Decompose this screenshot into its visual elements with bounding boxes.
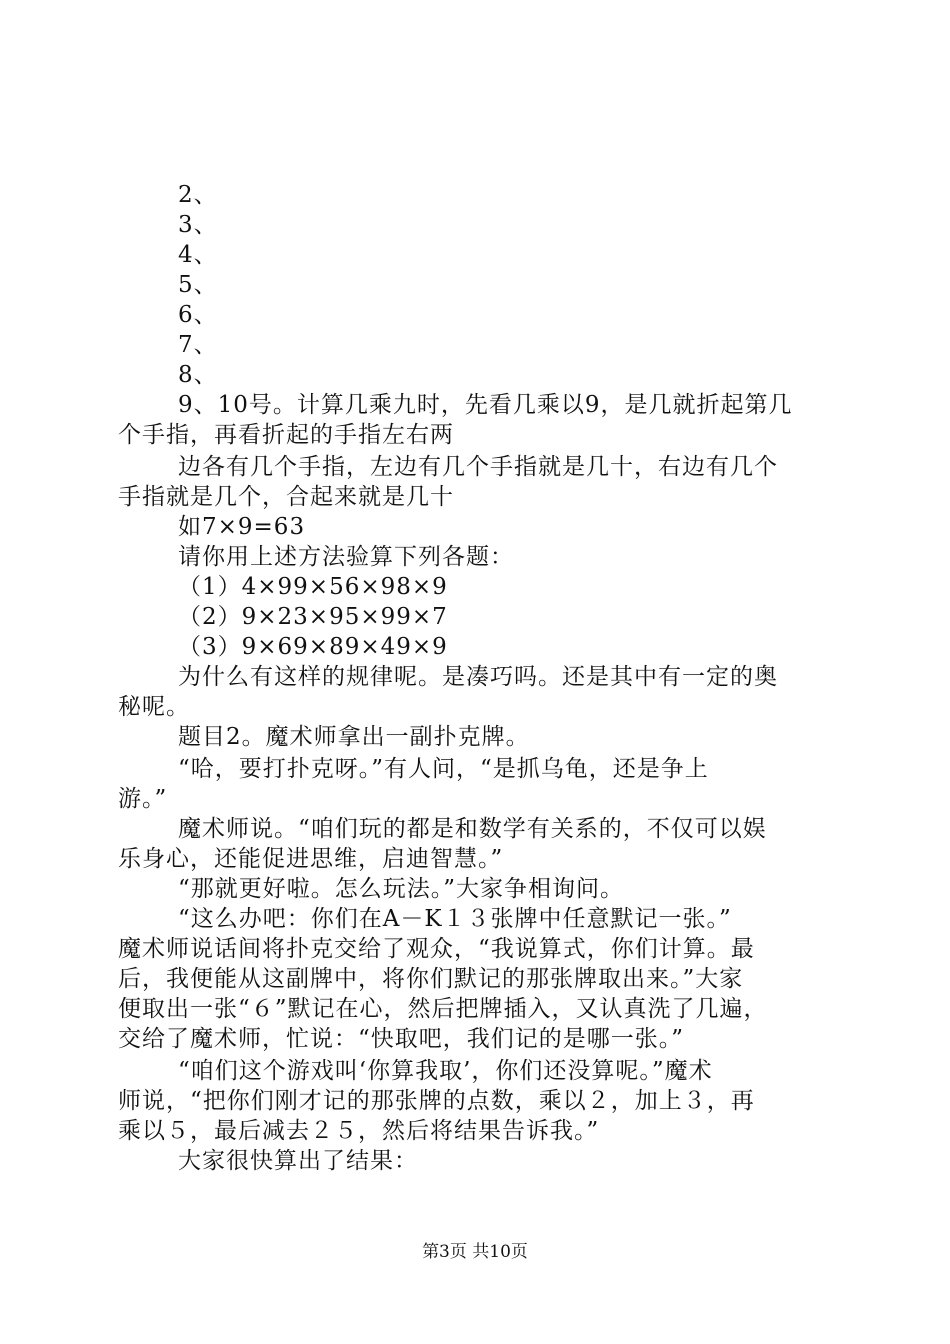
text-line: “这么办吧：你们在A－K１３张牌中任意默记一张。” <box>178 906 732 932</box>
text-line: 5、 <box>178 272 218 298</box>
text-line: 为什么有这样的规律呢。是凑巧吗。还是其中有一定的奥 <box>178 664 778 690</box>
text-line: 师说，“把你们刚才记的那张牌的点数，乘以２，加上３，再 <box>118 1088 755 1114</box>
text-line: 个手指，再看折起的手指左右两 <box>118 422 454 448</box>
text-line: 9、10号。计算几乘九时，先看几乘以9，是几就折起第几 <box>178 392 793 418</box>
text-line: 手指就是几个，合起来就是几十 <box>118 484 454 510</box>
text-line: 8、 <box>178 362 218 388</box>
text-line: （3）9×69×89×49×9 <box>178 634 448 660</box>
text-line: “咱们这个游戏叫‘你算我取’，你们还没算呢。”魔术 <box>178 1058 713 1084</box>
text-line: 秘呢。 <box>118 694 190 720</box>
text-line: 交给了魔术师，忙说：“快取吧，我们记的是哪一张。” <box>118 1026 685 1052</box>
text-line: 便取出一张“６”默记在心，然后把牌插入，又认真洗了几遍， <box>118 996 768 1022</box>
text-line: 乘以５，最后减去２５，然后将结果告诉我。” <box>118 1118 600 1144</box>
text-line: 魔术师说话间将扑克交给了观众，“我说算式，你们计算。最 <box>118 936 755 962</box>
text-line: 请你用上述方法验算下列各题： <box>178 544 514 570</box>
text-line: 大家很快算出了结果： <box>178 1148 418 1174</box>
text-line: 7、 <box>178 332 218 358</box>
page-number-footer: 第3页 共10页 <box>422 1242 528 1262</box>
text-line: 边各有几个手指，左边有几个手指就是几十，右边有几个 <box>178 454 778 480</box>
text-line: 3、 <box>178 212 218 238</box>
text-line: 乐身心，还能促进思维，启迪智慧。” <box>118 846 504 872</box>
text-line: “哈，要打扑克呀。”有人问，“是抓乌龟，还是争上 <box>178 756 709 782</box>
text-line: 2、 <box>178 182 218 208</box>
text-line: 6、 <box>178 302 218 328</box>
text-line: 魔术师说。“咱们玩的都是和数学有关系的，不仅可以娱 <box>178 816 767 842</box>
text-line: 如7×9=63 <box>178 514 306 540</box>
text-line: 游。” <box>118 786 168 812</box>
text-line: （1）4×99×56×98×9 <box>178 574 448 600</box>
text-line: 4、 <box>178 242 218 268</box>
text-line: 后，我便能从这副牌中，将你们默记的那张牌取出来。”大家 <box>118 966 744 992</box>
text-line: 题目2。魔术师拿出一副扑克牌。 <box>178 724 530 750</box>
text-line: （2）9×23×95×99×7 <box>178 604 448 630</box>
text-line: “那就更好啦。怎么玩法。”大家争相询问。 <box>178 876 625 902</box>
